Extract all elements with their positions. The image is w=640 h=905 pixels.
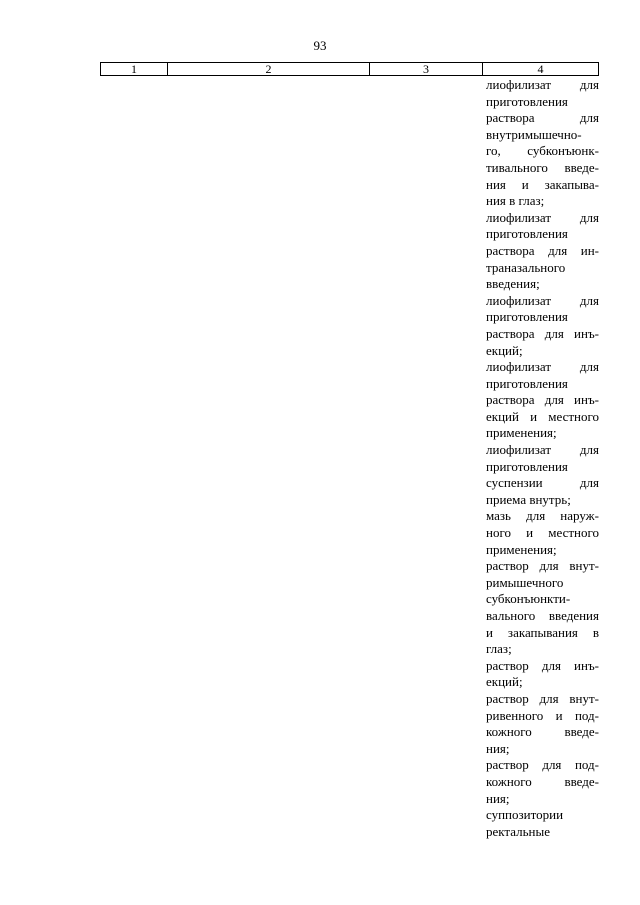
dosage-form-line: мазь для наруж- [486, 508, 599, 524]
dosage-form-line: лиофилизат для [486, 359, 599, 375]
dosage-form-line: лиофилизат для [486, 77, 599, 92]
dosage-form-line: раствора для инъ- [486, 392, 599, 408]
dosage-form-line: приготовления [486, 93, 568, 109]
dosage-form-line: введения; [486, 276, 540, 292]
dosage-form-line: го, субконъюнк- [486, 143, 599, 159]
dosage-form-line: ного и местного [486, 525, 599, 541]
table-header-row [100, 62, 599, 76]
dosage-form-line: ния; [486, 790, 510, 806]
dosage-form-line: и закапывания в [486, 624, 599, 640]
dosage-form-line: екций и местного [486, 408, 599, 424]
dosage-form-line: раствора для [486, 110, 599, 126]
dosage-form-line: суспензии для [486, 475, 599, 491]
dosage-form-line: екций; [486, 342, 523, 358]
dosage-form-line: раствора для ин- [486, 242, 599, 258]
column-header-4: 4 [537, 62, 544, 76]
dosage-form-line: траназального [486, 259, 566, 275]
column-header-1: 1 [101, 63, 168, 75]
dosage-form-line: лиофилизат для [486, 209, 599, 225]
dosage-form-line: субконъюнкти- [486, 591, 571, 607]
dosage-form-line: раствор для внут- [486, 558, 599, 574]
dosage-form-line: применения; [486, 541, 557, 557]
dosage-form-line: раствор для инъ- [486, 657, 599, 673]
dosage-form-line: применения; [486, 425, 557, 441]
dosage-forms-cell [486, 77, 599, 840]
column-header-3: 3 [370, 63, 483, 75]
dosage-form-line: римышечного [486, 574, 564, 590]
dosage-form-line: суппозитории [486, 807, 564, 823]
dosage-form-line: глаз; [486, 641, 512, 657]
dosage-form-line: ректальные [486, 823, 551, 839]
dosage-form-line: внутримышечно- [486, 126, 582, 142]
dosage-form-line: екций; [486, 674, 523, 690]
dosage-form-line: лиофилизат для [486, 292, 599, 308]
dosage-form-line: приготовления [486, 309, 568, 325]
dosage-form-line: кожного введе- [486, 724, 599, 740]
dosage-form-line: ния и закапыва- [486, 176, 599, 192]
dosage-form-line: раствора для инъ- [486, 325, 599, 341]
dosage-form-line: раствор для под- [486, 757, 599, 773]
dosage-form-line: вального введения [486, 608, 599, 623]
dosage-form-line: кожного введе- [486, 773, 599, 789]
dosage-form-line: приготовления [486, 226, 568, 242]
dosage-form-line: приготовления [486, 458, 568, 474]
column-header-2: 2 [168, 63, 370, 75]
page-number: 93 [313, 38, 327, 53]
dosage-form-line: тивального введе- [486, 159, 599, 175]
dosage-form-line: раствор для внут- [486, 690, 599, 706]
dosage-form-line: ривенного и под- [486, 707, 599, 723]
dosage-form-line: приготовления [486, 375, 568, 391]
dosage-form-line: лиофилизат для [486, 442, 599, 458]
dosage-form-line: приема внутрь; [486, 491, 571, 507]
dosage-form-line: ния в глаз; [486, 193, 545, 209]
dosage-form-line: ния; [486, 740, 510, 756]
